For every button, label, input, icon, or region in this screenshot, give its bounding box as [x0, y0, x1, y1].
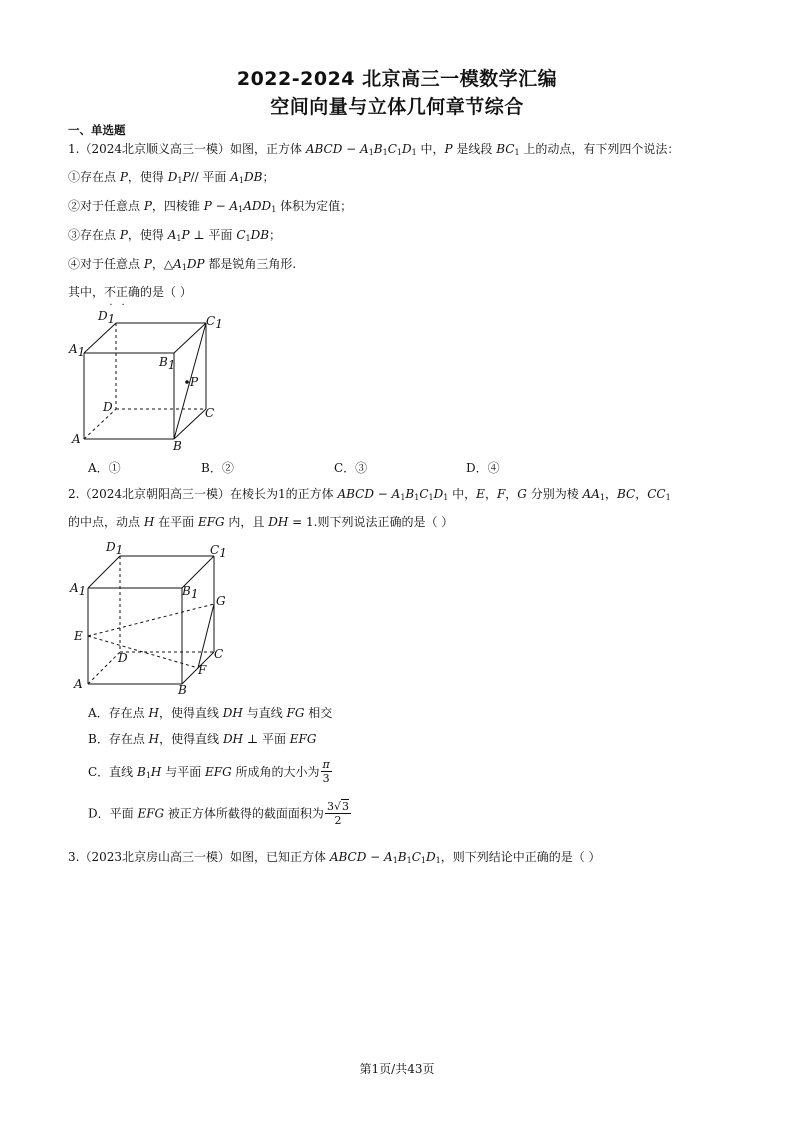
- math-subscript: 1: [599, 493, 605, 502]
- text-run: 都是锐角三角形.: [204, 257, 297, 271]
- math-symbol: H: [150, 764, 162, 779]
- math-symbol: DP: [186, 257, 205, 271]
- math-subscript: 1: [414, 493, 420, 502]
- text-run: 被正方体所截得的截面面积为: [164, 806, 324, 821]
- q1-option-a[interactable]: A．①: [88, 461, 121, 475]
- text-run: D．平面: [88, 806, 138, 821]
- q2-option-c[interactable]: [88, 758, 332, 792]
- math-symbol: ABCD: [305, 142, 343, 156]
- label-d: D: [103, 400, 113, 414]
- math-subscript: 1: [428, 493, 434, 502]
- text-run: 分别为棱: [526, 487, 583, 501]
- text-run: 1.（2024北京顺义高三一模）如图，正方体: [68, 142, 306, 156]
- text-run: ⊥ 平面: [189, 228, 237, 242]
- math-symbol: EFG: [137, 806, 165, 821]
- math-symbol: A: [230, 170, 239, 184]
- label-b1: B1: [182, 584, 199, 601]
- math-subscript: 1: [177, 176, 183, 185]
- label-d1: D1: [98, 309, 116, 326]
- math-symbol: P: [119, 228, 128, 242]
- q2-option-a[interactable]: [88, 705, 332, 721]
- q1-cube-figure: [66, 303, 236, 453]
- math-symbol: D: [401, 142, 412, 156]
- math-symbol: FG: [286, 706, 305, 720]
- math-symbol: EFG: [197, 515, 225, 529]
- text-run: 所成角的大小为: [231, 764, 320, 779]
- label-d1: D1: [106, 540, 124, 557]
- math-symbol: A: [391, 487, 401, 501]
- math-symbol: P: [119, 170, 128, 184]
- math-subscript: 1: [271, 205, 277, 214]
- fraction-numerator: [325, 800, 351, 814]
- math-symbol: EFG: [205, 764, 232, 779]
- math-symbol: C: [411, 850, 421, 864]
- label-c: C: [214, 647, 224, 661]
- edge-a1d1: [84, 323, 116, 353]
- math-symbol: P: [203, 199, 212, 213]
- label-b: B: [178, 683, 187, 697]
- q1-question-prefix: 其中，: [68, 285, 105, 299]
- text-run: ，△: [151, 257, 174, 271]
- math-symbol: H: [148, 706, 159, 720]
- label-d: D: [118, 651, 128, 665]
- text-run: 内，且: [224, 515, 269, 529]
- label-c: C: [205, 406, 215, 420]
- q2-stem-line-1: [68, 486, 671, 502]
- text-run: 上的动点，有下列四个说法：: [519, 142, 680, 156]
- text-run: 中，: [416, 142, 445, 156]
- q2-cube-figure: [66, 536, 246, 698]
- q1-statement-1: [68, 169, 274, 185]
- page-footer: 第1页/共43页: [359, 1062, 435, 1076]
- fraction-denominator: 3: [322, 772, 330, 785]
- page-title-line-1: 2022-2024 北京高三一模数学汇编: [236, 68, 558, 90]
- text-run: 是线段: [452, 142, 497, 156]
- q1-option-d[interactable]: D．④: [466, 461, 500, 475]
- text-run: ，使得直线: [158, 706, 223, 720]
- math-subscript: 1: [665, 493, 671, 502]
- q1-statement-4: [68, 256, 296, 272]
- q2-option-b[interactable]: [88, 731, 316, 747]
- edge-b1c1: [174, 323, 206, 353]
- q1-statement-2: [68, 198, 352, 214]
- math-subscript: 1: [396, 148, 402, 157]
- math-subscript: 1: [435, 856, 441, 865]
- q1-question-suffix: 确的是（ ）: [128, 285, 192, 299]
- text-run: ，使得直线: [159, 732, 223, 746]
- math-subscript: 1: [382, 148, 388, 157]
- label-b: B: [173, 439, 182, 453]
- math-symbol: CC: [647, 487, 666, 501]
- math-symbol: C: [387, 142, 397, 156]
- segment-fg: [198, 604, 214, 668]
- math-symbol: ABCD: [337, 487, 374, 501]
- text-run: 体积为定值；: [276, 199, 353, 213]
- text-run: 在平面: [154, 515, 198, 529]
- math-symbol: BC: [496, 142, 515, 156]
- point-p: [185, 380, 189, 384]
- math-symbol: F: [496, 487, 506, 501]
- math-symbol: B: [405, 487, 415, 501]
- math-symbol: G: [517, 487, 527, 501]
- numerator-coefficient: 3: [326, 800, 334, 813]
- math-symbol: A: [360, 142, 369, 156]
- math-symbol: P: [181, 228, 190, 242]
- text-run: −: [211, 199, 230, 213]
- math-symbol: EFG: [289, 732, 317, 746]
- text-run: ⊥ 平面: [243, 732, 290, 746]
- math-symbol: E: [476, 487, 485, 501]
- label-c1: C1: [206, 314, 223, 331]
- edge-a1d1: [88, 556, 120, 588]
- text-run: 的中点，动点: [68, 515, 144, 529]
- q1-statement-3: [68, 227, 281, 243]
- label-f: F: [198, 663, 207, 677]
- math-subscript: 1: [420, 856, 426, 865]
- q1-stem: [68, 141, 679, 157]
- math-subscript: 1: [238, 205, 244, 214]
- page-title-line-2: 空间向量与立体几何章节综合: [270, 96, 524, 118]
- math-symbol: P: [444, 142, 453, 156]
- math-subscript: 1: [181, 263, 187, 272]
- segment-eg-hidden: [88, 604, 214, 636]
- q2-option-c-text: [88, 765, 320, 779]
- math-subscript: 1: [368, 148, 374, 157]
- text-run: 相交: [304, 706, 333, 720]
- math-subscript: 1: [411, 148, 417, 157]
- text-run: ，使得: [127, 228, 168, 242]
- text-run: ；: [262, 170, 275, 184]
- math-symbol: B: [397, 850, 407, 864]
- math-subscript: 1: [392, 856, 398, 865]
- math-symbol: C: [419, 487, 429, 501]
- q2-option-d-text: [88, 807, 324, 821]
- text-run: ，使得: [127, 170, 168, 184]
- text-run: ，: [484, 487, 497, 501]
- math-symbol: ADD: [243, 199, 272, 213]
- edge-ad-hidden: [88, 652, 120, 684]
- math-symbol: B: [137, 764, 146, 779]
- label-a: A: [74, 677, 83, 691]
- text-run: ①存在点: [68, 170, 120, 184]
- math-symbol: D: [167, 170, 178, 184]
- q2-option-d[interactable]: [88, 800, 351, 836]
- text-run: ，: [505, 487, 518, 501]
- math-symbol: BC: [616, 487, 636, 501]
- math-symbol: AA: [582, 487, 600, 501]
- math-symbol: D: [433, 487, 444, 501]
- text-run: −: [366, 850, 385, 864]
- q1-option-b[interactable]: B．②: [201, 461, 234, 475]
- radicand: 3: [341, 800, 349, 813]
- text-run: ，则下列结论中正确的是（ ）: [440, 850, 601, 864]
- edge-bc: [174, 409, 206, 439]
- text-run: ②对于任意点: [68, 199, 144, 213]
- math-symbol: DH: [268, 515, 289, 529]
- text-run: A．存在点: [88, 706, 149, 720]
- label-g: G: [216, 594, 226, 608]
- label-a: A: [72, 432, 81, 446]
- text-run: −: [342, 142, 361, 156]
- math-subscript: 1: [176, 234, 182, 243]
- math-symbol: H: [143, 515, 155, 529]
- text-run: ，四棱锥: [151, 199, 204, 213]
- math-subscript: 1: [238, 176, 245, 185]
- q1-emphasis-correct: 正: [116, 285, 129, 299]
- label-e: E: [74, 629, 83, 643]
- math-symbol: P: [143, 257, 152, 271]
- math-symbol: DH: [222, 732, 244, 746]
- text-run: 3.（2023北京房山高三一模）如图，已知正方体: [68, 850, 330, 864]
- section-heading: 一、单选题: [68, 123, 126, 137]
- q2-option-c-fraction: [321, 758, 332, 785]
- text-run: −: [373, 487, 392, 501]
- math-symbol: DH: [222, 706, 243, 720]
- text-run: 2.（2024北京朝阳高三一模）在棱长为1的正方体: [68, 487, 338, 501]
- math-subscript: 1: [245, 234, 251, 243]
- math-subscript: 1: [145, 770, 151, 780]
- text-run: ④对于任意点: [68, 257, 144, 271]
- math-subscript: 1: [443, 493, 449, 502]
- math-symbol: H: [148, 732, 160, 746]
- label-a1: A1: [70, 581, 87, 598]
- q2-stem-line-2: [68, 514, 453, 530]
- math-symbol: DB: [250, 228, 270, 242]
- q2-option-d-fraction: [325, 800, 351, 827]
- fraction-numerator: π: [322, 758, 330, 771]
- math-symbol: D: [425, 850, 436, 864]
- q1-question: [68, 284, 192, 300]
- text-run: B．存在点: [88, 732, 149, 746]
- text-run: C．直线: [88, 764, 137, 779]
- label-c1: C1: [210, 543, 227, 560]
- fraction-denominator: 2: [334, 814, 342, 827]
- text-run: // 平面: [190, 170, 231, 184]
- math-subscript: 1: [400, 493, 406, 502]
- label-p: P: [190, 375, 199, 389]
- math-symbol: B: [373, 142, 383, 156]
- math-symbol: DB: [244, 170, 263, 184]
- math-subscript: 1: [514, 148, 520, 157]
- q1-option-c[interactable]: C．③: [334, 461, 368, 475]
- text-run: 与直线: [242, 706, 287, 720]
- text-run: 中，: [448, 487, 477, 501]
- text-run: ，: [635, 487, 648, 501]
- text-run: ，: [604, 487, 617, 501]
- math-symbol: P: [182, 170, 191, 184]
- q1-emphasis-not: 不: [104, 285, 117, 299]
- text-run: ；: [269, 228, 282, 242]
- text-run: ③存在点: [68, 228, 120, 242]
- math-symbol: C: [236, 228, 246, 242]
- label-a1: A1: [69, 342, 86, 359]
- math-symbol: ABCD: [329, 850, 367, 864]
- math-symbol: A: [167, 228, 177, 242]
- text-run: 与平面: [161, 764, 206, 779]
- math-symbol: A: [173, 257, 182, 271]
- math-subscript: 1: [406, 856, 412, 865]
- math-symbol: P: [143, 199, 152, 213]
- sqrt-symbol: √3: [333, 800, 349, 813]
- text-run: = 1.则下列说法正确的是（ ）: [288, 515, 454, 529]
- label-b1: B1: [159, 355, 176, 372]
- q3-stem: [68, 849, 601, 865]
- math-symbol: A: [229, 199, 239, 213]
- math-symbol: A: [384, 850, 393, 864]
